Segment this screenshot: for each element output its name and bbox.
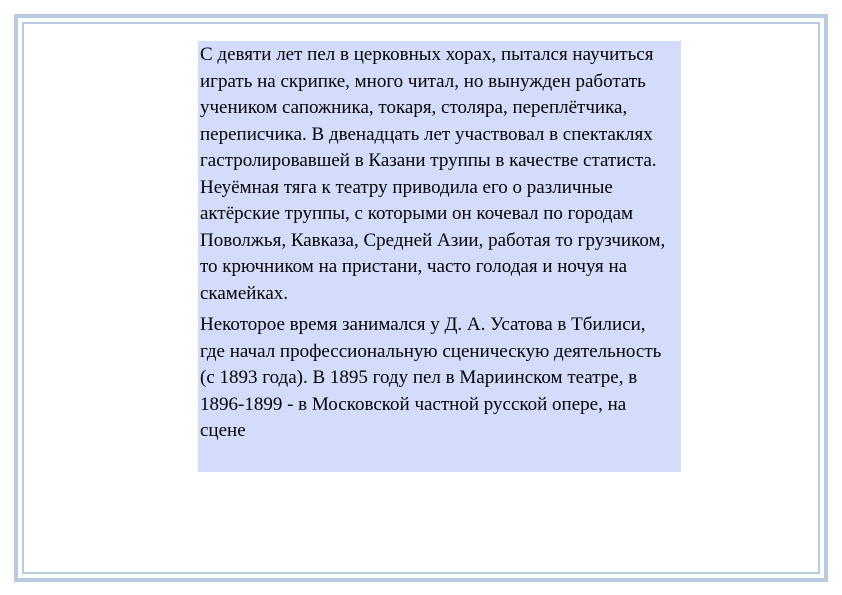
paragraph-2: Некоторое время занимался у Д. А. Усатова в Тбилиси, где начал профессиональную сценическую деятельность (с 1893 года). В 1895 году пел в Мариинском театре, в 1896-1899 - в Московской частной русской опере, на сцене bbox=[200, 314, 662, 441]
paragraph-1: С девяти лет пел в церковных хорах, пытался научиться играть на скрипке, много читал, но вынужден работать учеником сапожника, токаря, столяра, переплётчика, переписчика. В двенадцать лет участвовал в спектаклях гастролировавшей в Казани труппы в качестве статиста. Неуёмная тяга к театру приводила его о различные актёрские труппы, с которыми он кочевал по городам Поволжья, Кавказа, Средней Азии, работая то грузчиком, то крючником на пристани, часто голодая и ночуя на скамейках. bbox=[200, 44, 666, 304]
text-block bbox=[198, 41, 681, 472]
